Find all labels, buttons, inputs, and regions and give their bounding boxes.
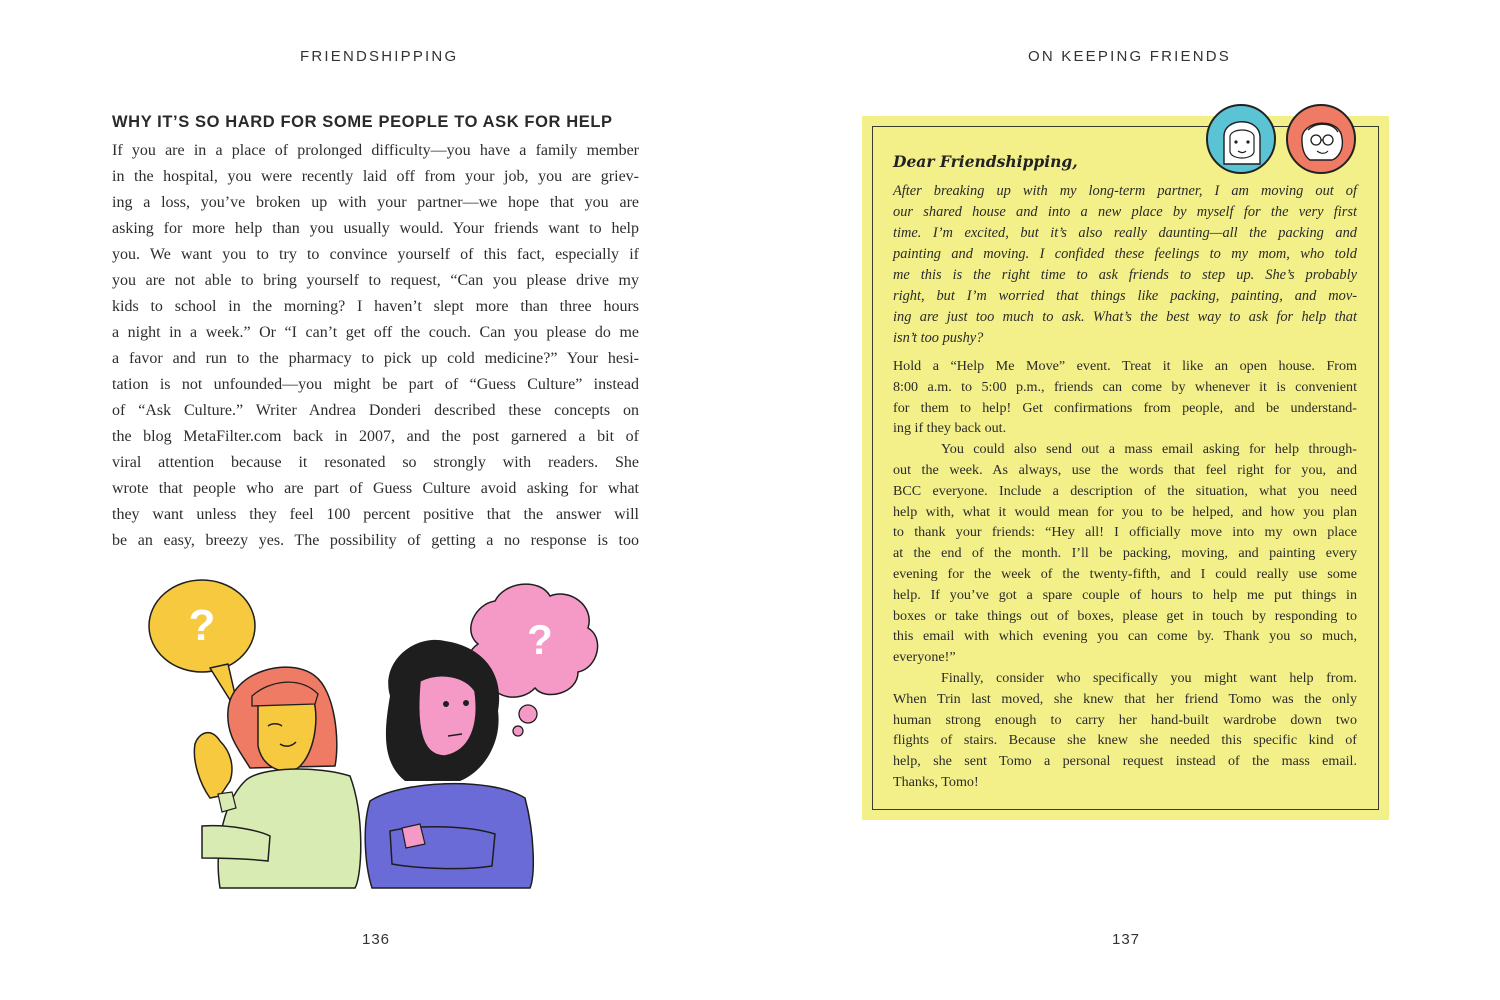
- letter-line: time. I’m excited, but it’s also really daunting—all the packing and: [893, 225, 1357, 241]
- two-friends-illustration: [140, 576, 620, 896]
- letter-line: isn’t too pushy?: [893, 330, 984, 346]
- running-head-right: ON KEEPING FRIENDS: [1028, 48, 1231, 65]
- body-line: the blog MetaFilter.com back in 2007, and the post garnered a bit of: [112, 428, 639, 445]
- advice-answer: [893, 356, 1357, 793]
- body-line: a night in a week.” Or “I can’t get off the couch. Can you please do me: [112, 324, 639, 341]
- answer-line: help with, what it would mean for you to be helped, and how you plan: [893, 503, 1357, 520]
- body-line: of “Ask Culture.” Writer Andrea Donderi described these concepts on: [112, 402, 639, 419]
- body-line: asking for more help than you usually would. Your friends want to help: [112, 220, 639, 237]
- answer-line: When Trin last moved, she knew that her friend Tomo was the only: [893, 690, 1357, 707]
- answer-line: out the week. As always, use the words that feel right for you, and: [893, 461, 1357, 478]
- answer-line: ing if they back out.: [893, 420, 1007, 437]
- body-line: you. We want you to try to convince yourself of this fact, especially if: [112, 246, 639, 263]
- avatar-glasses-icon: [1286, 104, 1356, 174]
- letter-line: ing are just too much to ask. What’s the best way to ask for help that: [893, 309, 1357, 325]
- body-line: a favor and run to the pharmacy to pick up cold medicine?” Your hesi-: [112, 350, 639, 367]
- body-line: be an easy, breezy yes. The possibility of getting a no response is too: [112, 532, 639, 549]
- section-heading: WHY IT’S SO HARD FOR SOME PEOPLE TO ASK FOR HELP: [112, 113, 613, 131]
- answer-line: human strong enough to carry her hand-built wardrobe down two: [893, 711, 1357, 728]
- body-line: wrote that people who are part of Guess Culture avoid asking for what: [112, 480, 639, 497]
- body-text: [112, 138, 639, 554]
- question-mark-left: ?: [188, 601, 216, 650]
- question-mark-right: ?: [527, 616, 553, 663]
- answer-line: Finally, consider who specifically you might want help from.: [941, 669, 1357, 686]
- body-line: viral attention because it resonated so strongly with readers. She: [112, 454, 639, 471]
- answer-line: this email with which evening you can come by. Thank you so much,: [893, 628, 1357, 645]
- running-head-left: FRIENDSHIPPING: [300, 48, 459, 65]
- answer-line: You could also send out a mass email asking for help through-: [941, 441, 1357, 458]
- answer-line: BCC everyone. Include a description of the situation, what you need: [893, 482, 1357, 499]
- body-line: ing a loss, you’ve broken up with your partner—we hope that you are: [112, 194, 639, 211]
- letter-line: me this is the right time to ask friends to step up. She’s probably: [893, 267, 1357, 283]
- body-line: tation is not unfounded—you might be part of “Guess Culture” instead: [112, 376, 639, 393]
- answer-line: Hold a “Help Me Move” event. Treat it like an open house. From: [893, 358, 1357, 374]
- page-number-right: 137: [1112, 931, 1141, 948]
- answer-line: 8:00 a.m. to 5:00 p.m., friends can come by whenever it is convenient: [893, 378, 1357, 395]
- advice-column-panel: [862, 116, 1389, 820]
- answer-line: flights of stairs. Because she knew she needed this specific kind of: [893, 732, 1357, 749]
- answer-line: everyone!”: [893, 649, 956, 666]
- answer-line: help, she sent Tomo a personal request instead of the mass email.: [893, 753, 1357, 770]
- reader-letter: [893, 181, 1357, 349]
- page-number-left: 136: [362, 931, 391, 948]
- body-line: in the hospital, you were recently laid off from your job, you are griev-: [112, 168, 639, 185]
- answer-line: help. If you’ve got a spare couple of hours to help me put things in: [893, 586, 1357, 603]
- letter-line: our shared house and into a new place by myself for the very first: [893, 204, 1357, 220]
- letter-salutation: Dear Friendshipping,: [893, 152, 1078, 171]
- letter-line: right, but I’m worried that things like packing, painting, and mov-: [893, 288, 1357, 304]
- letter-line: painting and moving. I confided these feelings to my mom, who told: [893, 246, 1357, 262]
- answer-line: boxes or take things out of boxes, please get in touch by responding to: [893, 607, 1357, 624]
- body-line: kids to school in the morning? I haven’t slept more than three hours: [112, 298, 639, 315]
- body-line: If you are in a place of prolonged difficulty—you have a family member: [112, 142, 639, 159]
- avatar-blonde-icon: [1206, 104, 1276, 174]
- body-line: you are not able to bring yourself to request, “Can you please drive my: [112, 272, 639, 289]
- body-line: they want unless they feel 100 percent positive that the answer will: [112, 506, 639, 523]
- answer-line: for them to help! Get confirmations from people, and be understand-: [893, 399, 1357, 416]
- answer-line: to thank your friends: “Hey all! I officially move into my own place: [893, 524, 1357, 541]
- answer-line: at the end of the month. I’ll be packing, moving, and painting every: [893, 545, 1357, 562]
- answer-line: evening for the week of the twenty-fifth, and I could really use some: [893, 565, 1357, 582]
- woman-left-figure: [194, 667, 360, 888]
- letter-line: After breaking up with my long-term partner, I am moving out of: [893, 183, 1357, 199]
- answer-line: Thanks, Tomo!: [893, 773, 979, 790]
